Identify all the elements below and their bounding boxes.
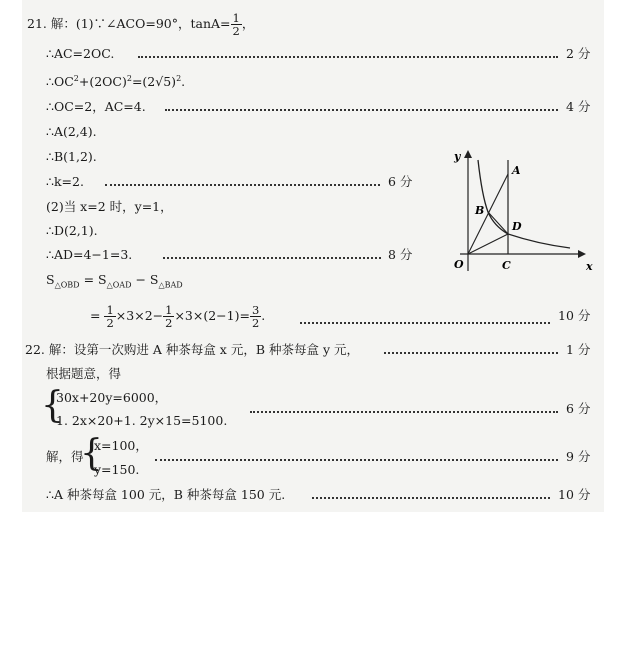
tan-post: ，	[241, 16, 255, 31]
pyth-d: .	[181, 74, 186, 89]
half-den: 2	[165, 316, 173, 330]
leader-dots	[384, 352, 558, 354]
q21-line-a: ∴A(2,4).	[46, 124, 97, 139]
leader-dots	[300, 322, 550, 324]
calc-eq: =	[90, 308, 101, 323]
calc-end: .	[261, 308, 266, 323]
leader-dots	[163, 257, 381, 259]
pyth-a: ∴OC	[46, 74, 74, 89]
leader-dots	[165, 109, 558, 111]
tan-num: 1	[232, 11, 240, 25]
area-sub-oad: △OAD	[106, 280, 132, 290]
calc-half-2	[163, 304, 174, 329]
calc-mid1: ×3×2−	[115, 308, 164, 323]
calc-mid2: ×3×(2−1)=	[174, 308, 250, 323]
function-graph	[438, 146, 598, 281]
sq-1: 2	[73, 73, 79, 83]
q21-line-b: ∴B(1,2).	[46, 149, 97, 164]
area-minus: − S	[131, 272, 159, 287]
q21-line-d: ∴D(2,1).	[46, 223, 98, 238]
q22-header: 22. 解：设第一次购进 A 种茶每盒 x 元，B 种茶每盒 y 元，	[25, 342, 359, 357]
segment-bd	[488, 212, 508, 234]
label-o: O	[454, 258, 464, 271]
leader-dots	[312, 497, 550, 499]
q21-area-eq	[46, 272, 183, 294]
area-sub-obd: △OBD	[54, 280, 80, 290]
hyperbola-curve	[478, 160, 570, 248]
q22-answer: ∴A 种茶每盒 100 元，B 种茶每盒 150 元.	[46, 487, 286, 502]
label-c: C	[502, 259, 511, 272]
q21-line-pythagoras	[46, 74, 185, 90]
q21-header	[27, 12, 254, 37]
res-num: 3	[251, 303, 260, 317]
leader-dots	[105, 184, 380, 186]
solution-brace: {	[80, 433, 103, 474]
sq-3: 2	[176, 73, 182, 83]
leader-dots	[250, 411, 558, 413]
calc-result	[250, 304, 261, 329]
q22-setup: 根据题意，得	[46, 366, 122, 381]
tan-den: 2	[232, 24, 240, 38]
calc-half-1	[104, 304, 115, 329]
segment-oa	[468, 174, 508, 254]
res-den: 2	[251, 316, 260, 330]
q22-eq1: 30x+20y=6000，	[56, 390, 168, 405]
area-sub-bad: △BAD	[158, 280, 183, 290]
q21-header-text: 21. 解：(1)∵∠ACO=90°，tanA=	[27, 16, 231, 31]
score-10: 10 分	[558, 308, 591, 323]
label-a: A	[512, 164, 521, 177]
label-b: B	[475, 204, 485, 217]
segment-od	[468, 234, 508, 254]
q21-line-ad: ∴AD=4−1=3.	[46, 247, 133, 262]
half-num: 1	[106, 303, 114, 317]
pyth-b: +(2OC)	[78, 74, 127, 89]
q21-area-calc	[90, 302, 265, 330]
score-6: 6 分	[388, 174, 413, 189]
score-9: 9 分	[566, 449, 591, 464]
pyth-c: =(2√5)	[131, 74, 177, 89]
x-axis-arrow	[578, 250, 586, 258]
q22-sol-x: x=100，	[94, 438, 148, 453]
tan-fraction	[231, 12, 242, 37]
equation-brace: {	[41, 385, 64, 426]
y-axis-arrow	[464, 150, 472, 158]
label-y: y	[454, 150, 461, 163]
score-1: 1 分	[566, 342, 591, 357]
score-8: 8 分	[388, 247, 413, 262]
label-x: x	[586, 260, 593, 273]
q22-solve: 解，得	[46, 449, 84, 464]
q22-sol-y: y=150.	[94, 462, 140, 477]
leader-dots	[155, 459, 558, 461]
q21-part2: (2)当 x=2 时，y=1，	[46, 199, 173, 214]
score-6b: 6 分	[566, 401, 591, 416]
q21-line-oc: ∴OC=2，AC=4.	[46, 99, 146, 114]
label-d: D	[512, 220, 522, 233]
score-4: 4 分	[566, 99, 591, 114]
sq-2: 2	[126, 73, 132, 83]
q21-line-ac: ∴AC=2OC.	[46, 46, 115, 61]
half-den: 2	[106, 316, 114, 330]
score-2: 2 分	[566, 46, 591, 61]
leader-dots	[138, 56, 558, 58]
q21-line-k: ∴k=2.	[46, 174, 84, 189]
area-eq: = S	[79, 272, 107, 287]
q22-eq2: 1. 2x×20+1. 2y×15=5100.	[56, 413, 228, 428]
score-10b: 10 分	[558, 487, 591, 502]
half-num: 1	[165, 303, 173, 317]
area-s1: S	[46, 272, 55, 287]
